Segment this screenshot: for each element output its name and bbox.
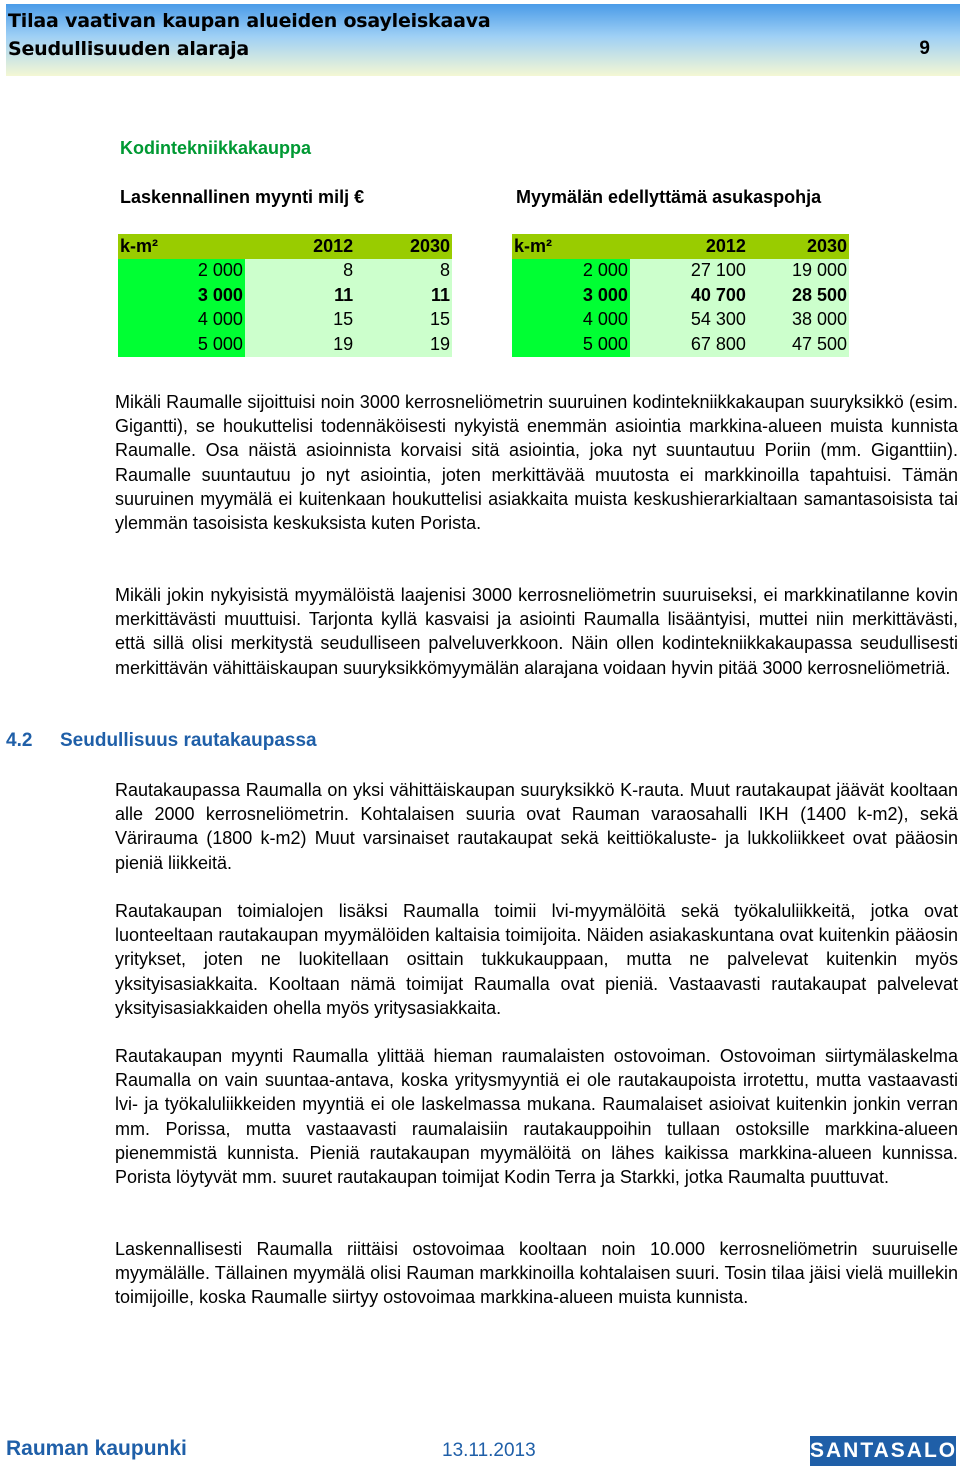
footer-date: 13.11.2013 <box>442 1440 536 1461</box>
page-header <box>6 4 960 76</box>
table-right-caption: Myymälän edellyttämä asukaspohja <box>516 187 822 207</box>
table-row <box>118 259 452 284</box>
table-cell: 2 000 <box>118 259 245 284</box>
table-cell: 27 100 <box>630 259 748 284</box>
table-row <box>512 332 849 357</box>
table-row <box>118 332 452 357</box>
table-cell: 54 300 <box>630 308 748 333</box>
table-cell: 11 <box>355 283 452 308</box>
table-header-cell: 2030 <box>355 234 452 259</box>
table-cell: 28 500 <box>748 283 849 308</box>
table-header-row <box>512 234 849 259</box>
paragraph: Mikäli jokin nykyisistä myymälöistä laajenisi 3000 kerrosneliömetrin suuruiseksi, ei markkinatilanne kovin merkittävästi muuttuisi. Tarjonta kyllä kasvaisi ja asiointi Raumalla lisääntyisi, muttei niin merkittävästi, että sillä olisi merkitystä seudulliseen palveluverkkoon. Näin ollen kodintekniikkakaupassa seudullisesti merkittävän vähittäiskaupan suuryksikkömyymälän alarajana voidaan hyvin pitää 3000 kerrosneliömetriä. <box>115 585 958 678</box>
table-cell: 3 000 <box>512 283 630 308</box>
table-header-cell: k-m² <box>118 234 245 259</box>
table-cell: 19 <box>355 332 452 357</box>
table-cell: 5 000 <box>118 332 245 357</box>
table-header-cell: 2012 <box>630 234 748 259</box>
table-header-cell: 2030 <box>748 234 849 259</box>
table-cell: 67 800 <box>630 332 748 357</box>
footer-organization: Rauman kaupunki <box>6 1437 187 1460</box>
paragraph: Mikäli Raumalle sijoittuisi noin 3000 kerrosneliömetrin suuruinen kodintekniikkakaupan suuryksikkö (esim. Gigantti), se houkuttelisi todennäköisesti nykyistä enemmän asiointia markkina-alueen muista kunnista Raumalle. Osa näistä asioinnista korvaisi sitä asiointia, joka nyt suuntautuu Poriin (mm. Giganttiin). Raumalle suuntautuu jo nyt asiointia, joten merkittävää muutosta ei markkinoilla tapahtuisi. Tämän suuruinen myymälä ei kuitenkaan houkuttelisi asiakkaita muista keskushierarkialtaan samantasoisista tai ylemmän tasoisista keskuksista kuten Porista. <box>115 392 958 534</box>
table-cell: 15 <box>245 308 355 333</box>
population-table <box>512 234 849 357</box>
table-row <box>118 308 452 333</box>
table-cell: 19 <box>245 332 355 357</box>
table-cell: 5 000 <box>512 332 630 357</box>
table-cell: 40 700 <box>630 283 748 308</box>
paragraph: Rautakaupan myynti Raumalla ylittää hieman raumalaisten ostovoiman. Ostovoiman siirtymälaskelma Raumalla on vain suuntaa-antava, koska yritysmyyntiä ei ole rautakaupoista irrotettu, mutta vastaavasti lvi- ja työkaluliikkeiden myyntiä ei ole laskelmassa mukana. Raumalaiset asioivat kuitenkin jonkin verran mm. Porissa, mutta vastaavasti raumalaisiin rautakauppoihin tullaan ostoksille markkina-alueen pienemmistä kunnista. Pieniä rautakaupan myymälöitä on lähes kaikissa markkina-alueen kunnissa. Porista löytyvät mm. suuret rautakaupan toimijat Kodin Terra ja Starkki, jotka Raumalta puuttuvat. <box>115 1046 958 1188</box>
table-cell: 19 000 <box>748 259 849 284</box>
paragraph: Rautakaupan toimialojen lisäksi Raumalla toimii lvi-myymälöitä sekä työkaluliikkeitä, jotka ovat luonteeltaan rautakaupan myymälöiden kaltaisia toimijoita. Näiden asiakaskuntana ovat kuitenkin pääosin yritykset, joten ne luokitellaan osittain tukkukauppaan, mutta ne palvelevat kuitenkin myös yksityisasiakkaita. Kooltaan nämä toimijat Raumalla ovat pieniä. Vastaavasti rautakaupat palvelevat yksityisasiakkaiden ohella myös yritysasiakkaita. <box>115 901 958 1018</box>
table-header-cell: k-m² <box>512 234 630 259</box>
section-number: 4.2 <box>6 730 33 751</box>
table-header-row <box>118 234 452 259</box>
table-cell: 11 <box>245 283 355 308</box>
table-cell: 8 <box>355 259 452 284</box>
page-number: 9 <box>919 38 930 59</box>
table-cell: 47 500 <box>748 332 849 357</box>
santasalo-logo: SANTASALO <box>810 1436 956 1466</box>
table-row <box>512 283 849 308</box>
document-subtitle: Seudullisuuden alaraja <box>8 38 250 60</box>
table-cell: 2 000 <box>512 259 630 284</box>
section-title: Seudullisuus rautakaupassa <box>60 730 317 751</box>
table-row <box>512 259 849 284</box>
table-cell: 15 <box>355 308 452 333</box>
section-2-heading <box>6 730 317 752</box>
table-cell: 4 000 <box>118 308 245 333</box>
table-cell: 4 000 <box>512 308 630 333</box>
table-cell: 8 <box>245 259 355 284</box>
table-left-caption: Laskennallinen myynti milj € <box>120 187 365 207</box>
table-row <box>118 283 452 308</box>
table-row <box>512 308 849 333</box>
document-title: Tilaa vaativan kaupan alueiden osayleiskaava <box>8 10 491 32</box>
paragraph: Rautakaupassa Raumalla on yksi vähittäiskaupan suuryksikkö K-rauta. Muut rautakaupat jäävät kooltaan alle 2000 kerrosneliömetrin. Kohtalaisen suuria ovat Rauman varaosahalli IKH (1400 k-m2), sekä Värirauma (1800 k-m2) Muut varsinaiset rautakaupat sekä keittiökaluste- ja lukkoliikkeet ovat pääosin pieniä liikkeitä. <box>115 780 958 873</box>
table-cell: 3 000 <box>118 283 245 308</box>
table-header-cell: 2012 <box>245 234 355 259</box>
section-heading: Kodintekniikkakauppa <box>120 138 312 158</box>
paragraph: Laskennallisesti Raumalla riittäisi ostovoimaa kooltaan noin 10.000 kerrosneliömetrin suuruiselle myymälälle. Tällainen myymälä olisi Rauman markkinoilla kohtalaisen suuri. Tosin tilaa jäisi vielä muillekin toimijoille, koska Raumalle siirtyy ostovoimaa markkina-alueen muista kunnista. <box>115 1239 958 1308</box>
table-cell: 38 000 <box>748 308 849 333</box>
sales-table <box>118 234 452 357</box>
